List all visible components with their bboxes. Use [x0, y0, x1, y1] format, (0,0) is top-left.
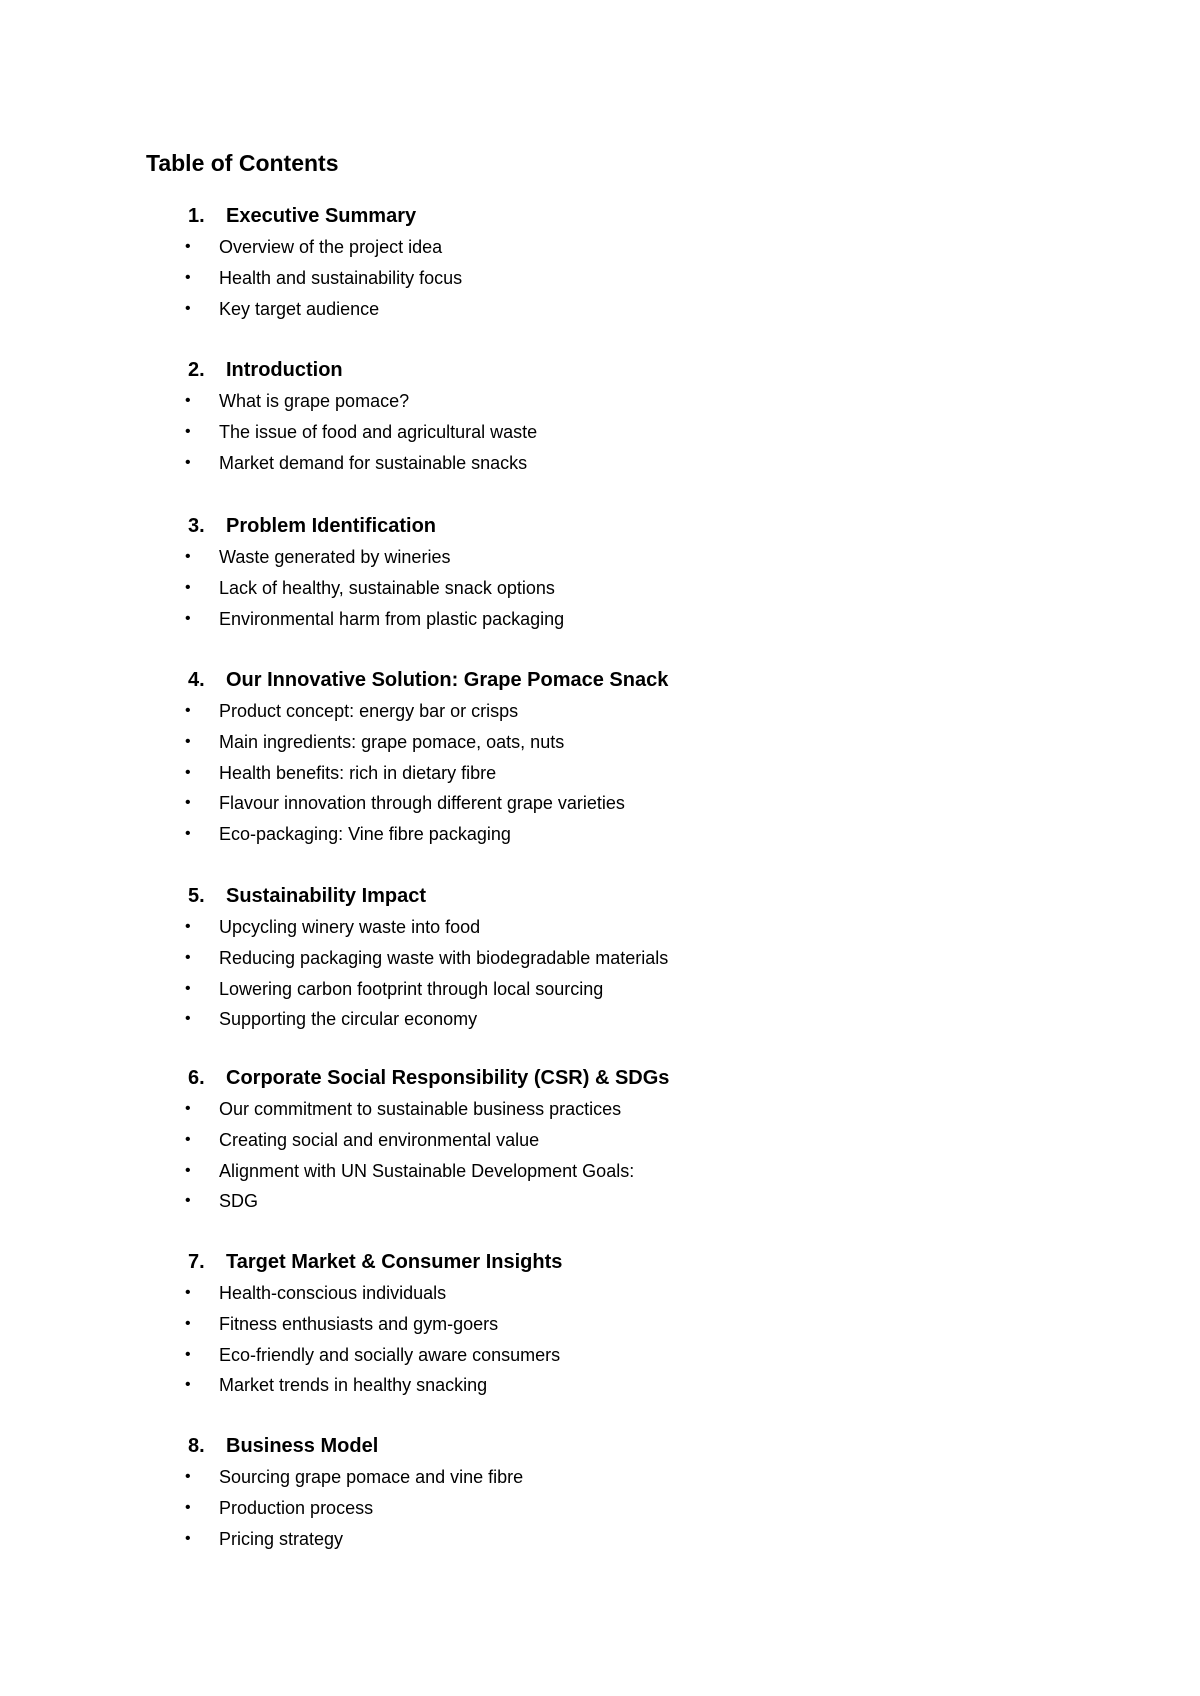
section-heading — [0, 354, 1200, 386]
section-heading — [0, 1430, 1200, 1462]
bullet-icon: • — [185, 453, 191, 471]
bullet-icon: • — [185, 825, 191, 843]
list-item-text: Health-conscious individuals — [219, 1283, 447, 1303]
bullet-icon: • — [185, 578, 191, 596]
list-item-text: Production process — [219, 1497, 374, 1518]
list-item-text: Fitness enthusiasts and gym-goers — [219, 1313, 499, 1334]
section-number: 8. — [188, 1435, 205, 1457]
list-item-text: Key target audience — [219, 298, 380, 319]
section-heading — [0, 1246, 1200, 1278]
bullet-icon: • — [185, 794, 191, 812]
list-item — [0, 386, 1200, 417]
section-title: Problem Identification — [226, 515, 437, 537]
bullet-icon: • — [185, 1529, 191, 1547]
bullet-list — [0, 696, 1200, 850]
list-item — [0, 974, 1200, 1005]
bullet-icon: • — [185, 1161, 191, 1179]
list-item — [0, 573, 1200, 604]
bullet-icon: • — [185, 1192, 191, 1210]
list-item — [0, 448, 1200, 479]
bullet-icon: • — [185, 732, 191, 750]
section-title: Corporate Social Responsibility (CSR) & SDGs — [226, 1067, 670, 1089]
toc-section — [0, 1246, 1200, 1401]
list-item — [0, 1278, 1200, 1309]
list-item — [0, 1493, 1200, 1524]
list-item — [0, 1524, 1200, 1555]
list-item — [0, 294, 1200, 325]
list-item — [0, 696, 1200, 727]
toc-section — [0, 200, 1200, 324]
section-title: Our Innovative Solution: Grape Pomace Snack — [226, 669, 669, 691]
list-item — [0, 788, 1200, 819]
toc-section — [0, 1430, 1200, 1554]
section-number: 7. — [188, 1251, 205, 1273]
bullet-list — [0, 1278, 1200, 1401]
list-item-text: Health and sustainability focus — [219, 267, 463, 288]
bullet-icon: • — [185, 392, 191, 409]
list-item-text: Main ingredients: grape pomace, oats, nuts — [219, 731, 565, 752]
bullet-icon: • — [185, 1345, 191, 1363]
section-heading — [0, 664, 1200, 696]
list-item-text: Lack of healthy, sustainable snack options — [219, 577, 555, 598]
section-number: 4. — [188, 669, 205, 691]
bullet-list — [0, 1094, 1200, 1217]
list-item-text: Pricing strategy — [219, 1528, 344, 1549]
list-item — [0, 1309, 1200, 1340]
section-heading — [0, 1062, 1200, 1094]
list-item-text: Our commitment to sustainable business practices — [219, 1099, 622, 1119]
section-number: 3. — [188, 515, 205, 537]
list-item — [0, 604, 1200, 635]
list-item-text: Market demand for sustainable snacks — [219, 452, 528, 473]
bullet-icon: • — [185, 918, 191, 935]
toc-section — [0, 510, 1200, 634]
bullet-icon: • — [185, 268, 191, 286]
bullet-icon: • — [185, 1284, 191, 1301]
list-item — [0, 1186, 1200, 1217]
section-number: 5. — [188, 885, 205, 907]
bullet-icon: • — [185, 1100, 191, 1117]
bullet-icon: • — [185, 1468, 191, 1485]
list-item — [0, 1340, 1200, 1371]
bullet-icon: • — [185, 609, 191, 627]
section-title: Introduction — [226, 359, 343, 381]
list-item-text: SDG — [219, 1191, 259, 1212]
list-item — [0, 758, 1200, 789]
list-item-text: Market trends in healthy snacking — [219, 1375, 488, 1396]
list-item-text: Sourcing grape pomace and vine fibre — [219, 1467, 524, 1487]
bullet-icon: • — [185, 1130, 191, 1148]
bullet-icon: • — [185, 1010, 191, 1028]
section-title: Target Market & Consumer Insights — [226, 1251, 563, 1273]
list-item-text: Creating social and environmental value — [219, 1129, 540, 1150]
bullet-icon: • — [185, 1498, 191, 1516]
list-item — [0, 232, 1200, 263]
section-title: Business Model — [226, 1435, 379, 1457]
bullet-list — [0, 232, 1200, 324]
toc-section — [0, 354, 1200, 478]
list-item-text: Environmental harm from plastic packaging — [219, 608, 565, 629]
toc-section — [0, 1062, 1200, 1217]
section-number: 6. — [188, 1067, 205, 1089]
section-number: 1. — [188, 205, 205, 227]
list-item-text: Eco-packaging: Vine fibre packaging — [219, 824, 511, 845]
list-item-text: What is grape pomace? — [219, 391, 410, 411]
list-item-text: Overview of the project idea — [219, 237, 443, 257]
list-item — [0, 417, 1200, 448]
section-heading — [0, 200, 1200, 232]
list-item — [0, 263, 1200, 294]
toc-section — [0, 664, 1200, 850]
section-heading — [0, 510, 1200, 542]
list-item-text: Upcycling winery waste into food — [219, 917, 481, 937]
bullet-icon: • — [185, 1314, 191, 1332]
bullet-icon: • — [185, 979, 191, 997]
bullet-icon: • — [185, 702, 191, 719]
section-heading — [0, 880, 1200, 912]
document-title: Table of Contents — [146, 150, 339, 176]
bullet-list — [0, 542, 1200, 634]
list-item — [0, 912, 1200, 943]
section-title: Executive Summary — [226, 205, 417, 227]
list-item-text: Waste generated by wineries — [219, 547, 451, 567]
list-item — [0, 943, 1200, 974]
list-item — [0, 1125, 1200, 1156]
bullet-icon: • — [185, 1376, 191, 1394]
list-item — [0, 1462, 1200, 1493]
list-item — [0, 1370, 1200, 1401]
list-item-text: Flavour innovation through different grape varieties — [219, 793, 625, 814]
list-item-text: Eco-friendly and socially aware consumers — [219, 1344, 561, 1365]
list-item — [0, 727, 1200, 758]
bullet-icon: • — [185, 948, 191, 966]
bullet-icon: • — [185, 238, 191, 255]
section-title: Sustainability Impact — [226, 885, 427, 907]
bullet-icon: • — [185, 299, 191, 317]
bullet-icon: • — [185, 548, 191, 565]
toc-section — [0, 880, 1200, 1035]
list-item-text: Product concept: energy bar or crisps — [219, 701, 519, 721]
section-number: 2. — [188, 359, 205, 381]
bullet-icon: • — [185, 763, 191, 781]
list-item-text: Health benefits: rich in dietary fibre — [219, 762, 497, 783]
list-item-text: Alignment with UN Sustainable Development Goals: — [219, 1160, 635, 1181]
bullet-icon: • — [185, 422, 191, 440]
list-item-text: Reducing packaging waste with biodegradable materials — [219, 947, 669, 968]
list-item — [0, 1094, 1200, 1125]
bullet-list — [0, 386, 1200, 478]
list-item — [0, 1156, 1200, 1187]
list-item — [0, 542, 1200, 573]
list-item — [0, 819, 1200, 850]
list-item — [0, 1004, 1200, 1035]
list-item-text: Lowering carbon footprint through local sourcing — [219, 978, 604, 999]
list-item-text: The issue of food and agricultural waste — [219, 421, 538, 442]
bullet-list — [0, 912, 1200, 1035]
bullet-list — [0, 1462, 1200, 1554]
list-item-text: Supporting the circular economy — [219, 1009, 478, 1030]
